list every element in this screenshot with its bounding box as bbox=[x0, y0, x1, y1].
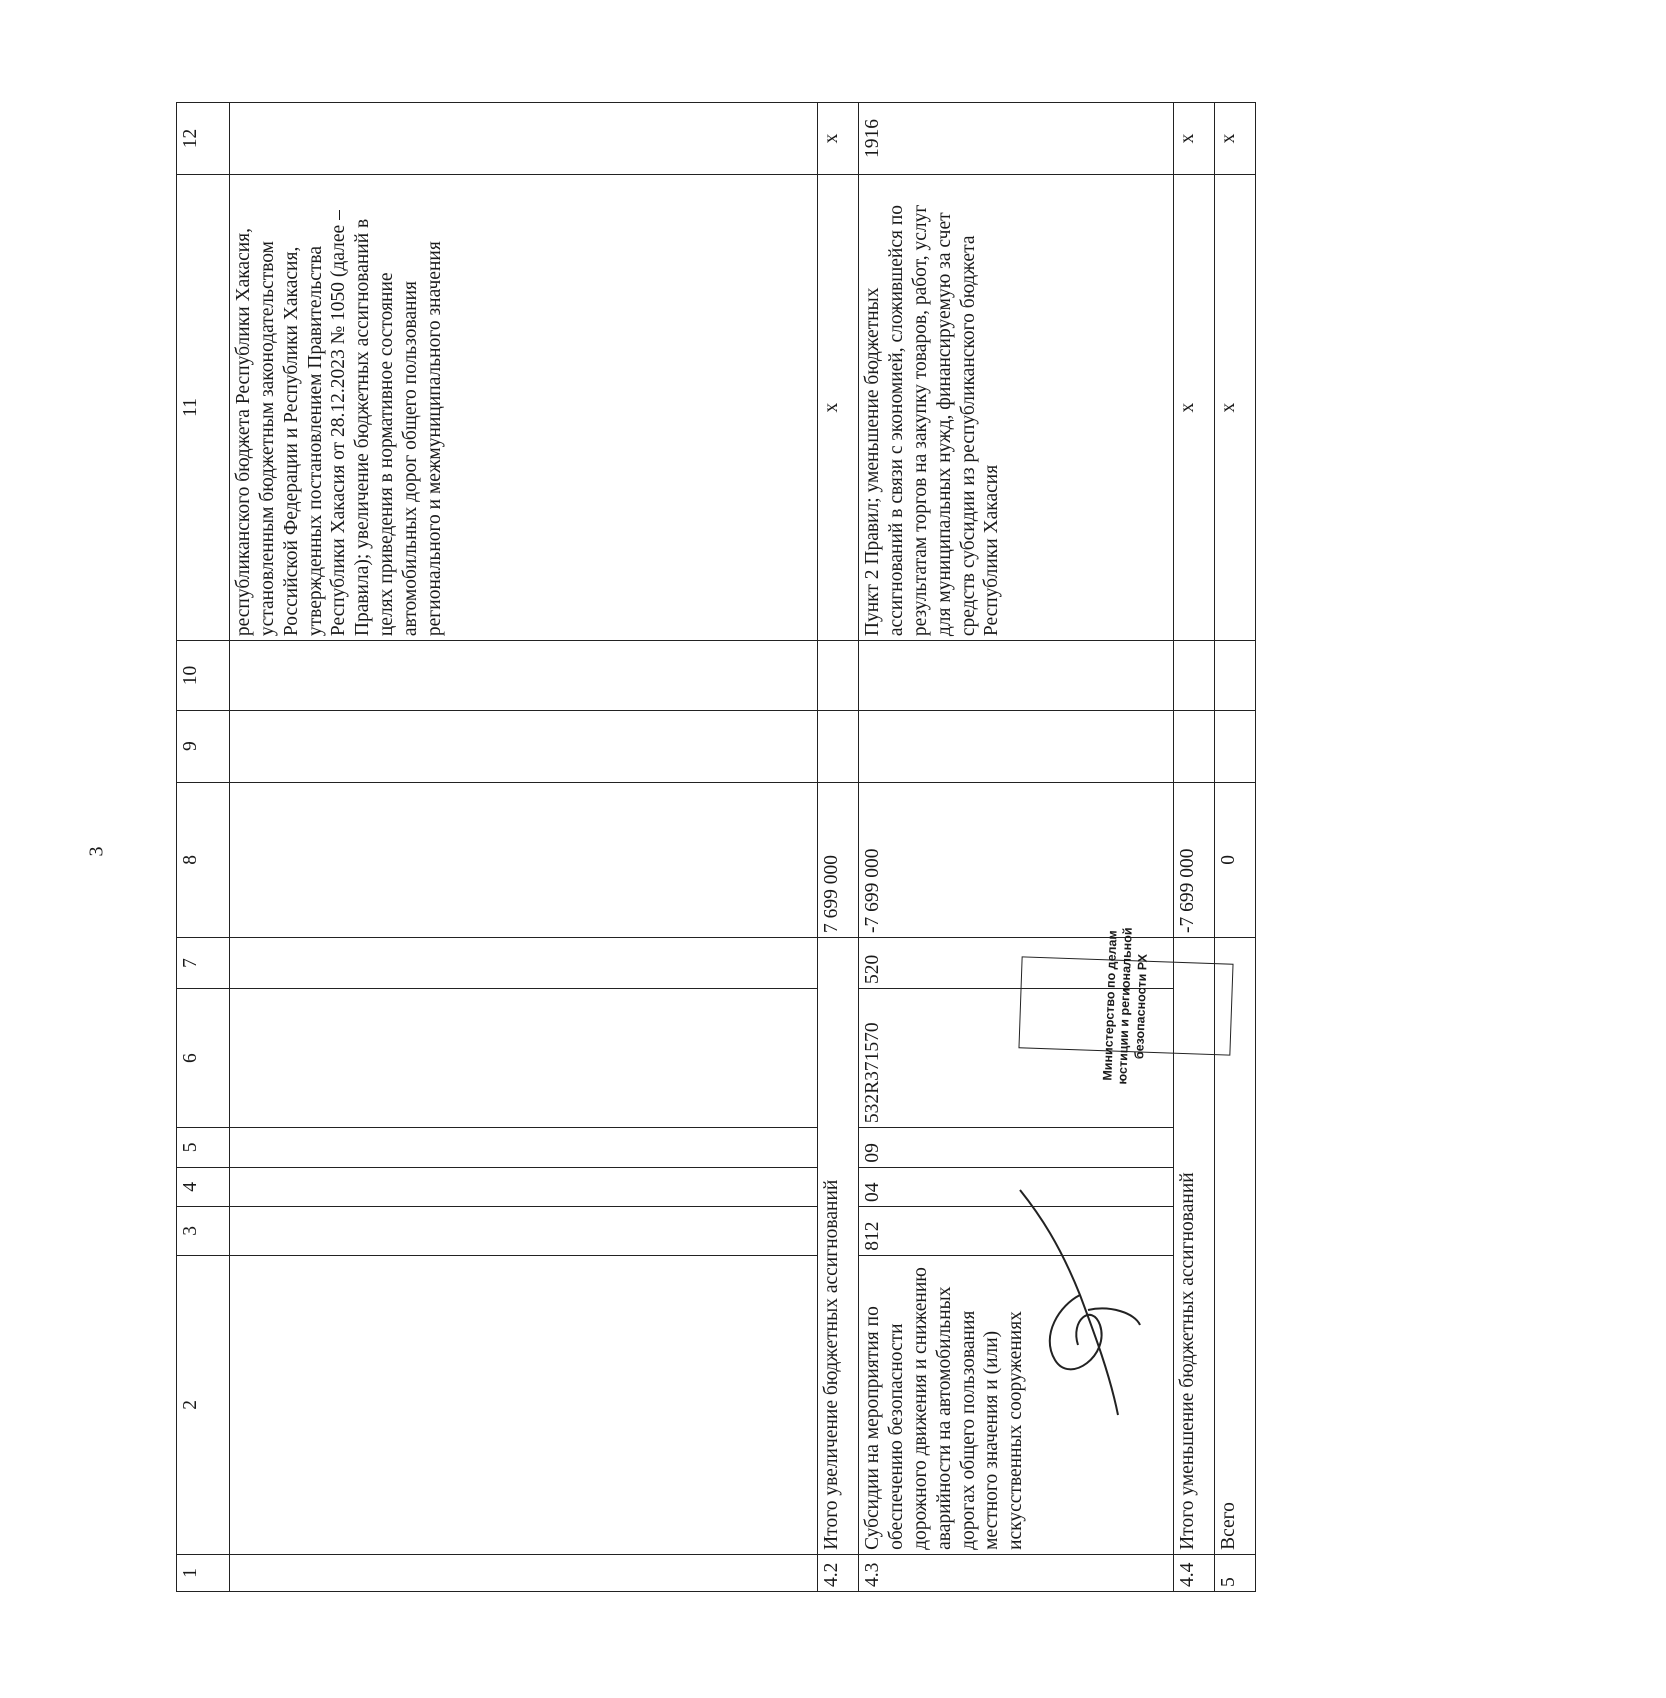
cell-code: 532R371570 bbox=[859, 989, 1174, 1128]
row-label: Субсидии на мероприятия по обеспечению безопасности дорожного движения и снижению аварийности на автомобильных дорогах общего пользования местного значения и (или) искусственных сооружениях bbox=[859, 1255, 1174, 1554]
row-number: 4.2 bbox=[818, 1554, 859, 1591]
col-number: 4 bbox=[177, 1167, 230, 1206]
column-number-row bbox=[177, 103, 230, 1592]
cell-code: 04 bbox=[859, 1167, 1174, 1206]
row-number: 4.4 bbox=[1173, 1554, 1214, 1591]
cell-x: x bbox=[1214, 174, 1255, 640]
cell-x: x bbox=[818, 103, 859, 175]
ministry-stamp bbox=[1018, 927, 1233, 1085]
continuation-row bbox=[230, 103, 818, 1592]
cell-amount: 0 bbox=[1214, 782, 1255, 937]
cell-x: x bbox=[1173, 174, 1214, 640]
cell-code: 812 bbox=[859, 1207, 1174, 1256]
cell-x: x bbox=[1173, 103, 1214, 175]
page-number: 3 bbox=[85, 846, 108, 857]
cell-amount: -7 699 000 bbox=[1173, 782, 1214, 937]
stamp-line: Министерство по делам bbox=[1099, 930, 1120, 1081]
col-number: 6 bbox=[177, 989, 230, 1128]
col-number: 2 bbox=[177, 1255, 230, 1554]
signature-icon bbox=[1000, 1185, 1150, 1425]
col-number: 8 bbox=[177, 782, 230, 937]
cell-code: 09 bbox=[859, 1128, 1174, 1167]
col-number: 10 bbox=[177, 641, 230, 711]
row-label: Итого уменьшение бюджетных ассигнований bbox=[1173, 938, 1214, 1555]
col-number: 1 bbox=[177, 1554, 230, 1591]
cell-justification: Пункт 2 Правил; уменьшение бюджетных ассигнований в связи с экономией, сложившейся по результатам торгов на закупку товаров, работ, услуг для муниципальных нужд, финансируемую за счет средств субсидии из республиканского бюджета Республики Хакасия bbox=[859, 174, 1174, 640]
cell-code: 1916 bbox=[859, 103, 1174, 175]
budget-table-wrapper bbox=[176, 102, 1666, 1587]
cell-x: x bbox=[1214, 103, 1255, 175]
row-number: 4.3 bbox=[859, 1554, 1174, 1591]
stamp-line: безопасности РХ bbox=[1131, 953, 1150, 1060]
col-number: 3 bbox=[177, 1207, 230, 1256]
row-4-2 bbox=[818, 103, 859, 1592]
cell-amount: 7 699 000 bbox=[818, 782, 859, 937]
row-number: 5 bbox=[1214, 1554, 1255, 1591]
row-5-total bbox=[1214, 103, 1255, 1592]
cell-justification: республиканского бюджета Республики Хакасия, установленным бюджетным законодательством Российской Федерации и Республики Хакасия, утвержденных постановлением Правительства Республики Хакасия от 28.12.2023 № 1050 (далее – Правила); увеличение бюджетных ассигнований в целях приведения в нормативное состояние автомобильных дорог общего пользования регионального и межмуниципального значения bbox=[230, 174, 818, 640]
row-4-4 bbox=[1173, 103, 1214, 1592]
row-label: Итого увеличение бюджетных ассигнований bbox=[818, 938, 859, 1555]
col-number: 12 bbox=[177, 103, 230, 175]
cell-amount: -7 699 000 bbox=[859, 782, 1174, 937]
col-number: 7 bbox=[177, 938, 230, 989]
col-number: 5 bbox=[177, 1128, 230, 1167]
row-label: Всего bbox=[1214, 938, 1255, 1555]
cell-code: 520 bbox=[859, 938, 1174, 989]
col-number: 11 bbox=[177, 174, 230, 640]
cell-x: x bbox=[818, 174, 859, 640]
stamp-line: юстиции и региональной bbox=[1115, 927, 1135, 1085]
col-number: 9 bbox=[177, 710, 230, 782]
